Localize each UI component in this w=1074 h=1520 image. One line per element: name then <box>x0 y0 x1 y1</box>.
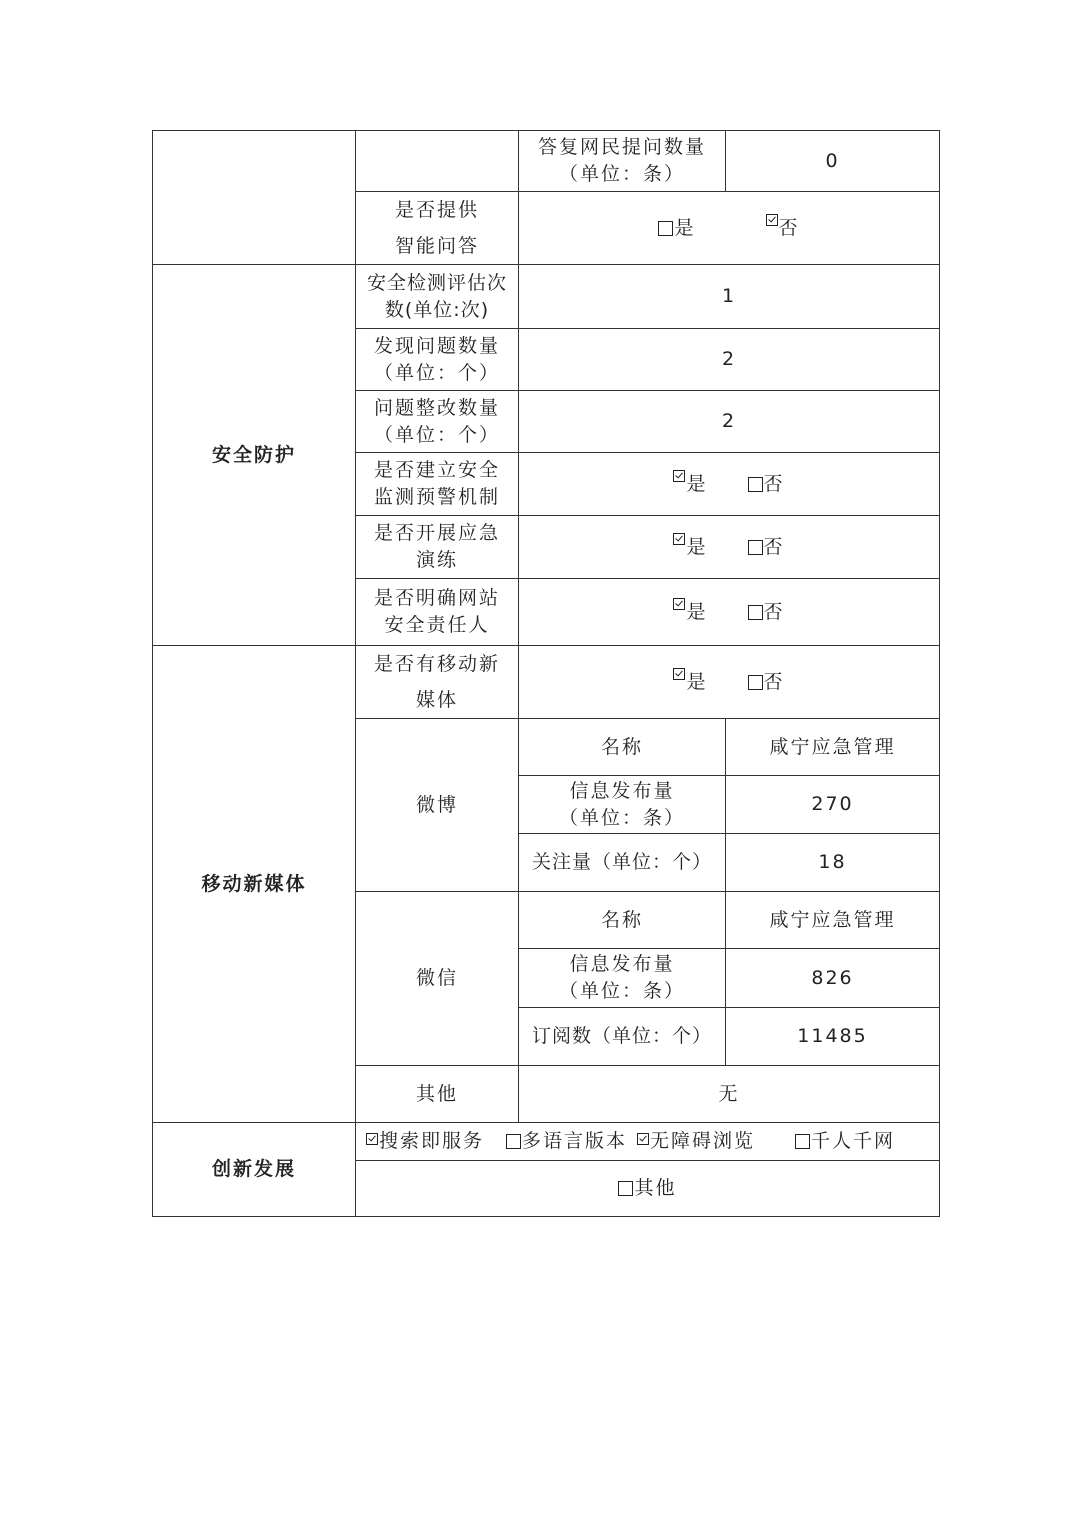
media-yes-option[interactable]: 是 <box>673 668 707 696</box>
wechat-posts-label: 信息发布量（单位：条） <box>519 949 726 1008</box>
innovation-option-accessible[interactable]: 无障碍浏览 <box>637 1128 755 1155</box>
weibo-label: 微博 <box>356 719 519 892</box>
weibo-posts-label: 信息发布量（单位：条） <box>519 776 726 834</box>
report-table <box>152 130 940 1217</box>
section-innovation-title: 创新发展 <box>153 1123 356 1217</box>
media-has-options <box>519 646 940 719</box>
checkbox-checked-icon[interactable] <box>673 533 685 545</box>
owner-yes-option[interactable]: 是 <box>673 598 707 626</box>
checkbox-unchecked-icon[interactable] <box>506 1134 521 1149</box>
owner-no-option[interactable]: 否 <box>748 599 785 626</box>
checkbox-unchecked-icon[interactable] <box>658 221 673 236</box>
security-drill-options <box>519 516 940 579</box>
security-assess-value: 1 <box>519 265 940 329</box>
wechat-posts-value: 826 <box>726 949 940 1008</box>
drill-no-option[interactable]: 否 <box>748 534 785 561</box>
empty-section-cell <box>153 131 356 265</box>
smart-qa-yes-option[interactable]: 是 <box>658 215 695 242</box>
innovation-option-other[interactable]: 其他 <box>618 1175 676 1202</box>
checkbox-unchecked-icon[interactable] <box>748 675 763 690</box>
security-monitor-options <box>519 453 940 516</box>
monitor-yes-option[interactable]: 是 <box>673 470 707 498</box>
wechat-name-value: 咸宁应急管理 <box>726 892 940 949</box>
reply-count-label: 答复网民提问数量（单位：条） <box>519 131 726 192</box>
innovation-other-cell <box>356 1161 940 1217</box>
weibo-follow-label: 关注量（单位：个） <box>519 834 726 892</box>
security-assess-label: 安全检测评估次数(单位:次) <box>356 265 519 329</box>
security-fixed-label: 问题整改数量（单位：个） <box>356 391 519 453</box>
weibo-name-label: 名称 <box>519 719 726 776</box>
innovation-option-multilang[interactable]: 多语言版本 <box>506 1128 627 1155</box>
security-owner-label: 是否明确网站安全责任人 <box>356 579 519 646</box>
checkbox-unchecked-icon[interactable] <box>618 1181 633 1196</box>
checkbox-unchecked-icon[interactable] <box>748 605 763 620</box>
weibo-follow-value: 18 <box>726 834 940 892</box>
section-media-title: 移动新媒体 <box>153 646 356 1123</box>
empty-label-cell <box>356 131 519 192</box>
reply-count-value: 0 <box>726 131 940 192</box>
checkbox-checked-icon[interactable] <box>637 1133 649 1145</box>
security-monitor-label: 是否建立安全监测预警机制 <box>356 453 519 516</box>
innovation-option-search[interactable]: 搜索即服务 <box>366 1128 484 1155</box>
security-fixed-value: 2 <box>519 391 940 453</box>
checkbox-checked-icon[interactable] <box>766 214 778 226</box>
media-has-label: 是否有移动新媒体 <box>356 646 519 719</box>
checkbox-unchecked-icon[interactable] <box>795 1134 810 1149</box>
drill-yes-option[interactable]: 是 <box>673 533 707 561</box>
checkbox-unchecked-icon[interactable] <box>748 477 763 492</box>
weibo-name-value: 咸宁应急管理 <box>726 719 940 776</box>
checkbox-checked-icon[interactable] <box>673 470 685 482</box>
security-found-label: 发现问题数量（单位：个） <box>356 329 519 391</box>
wechat-sub-label: 订阅数（单位：个） <box>519 1008 726 1066</box>
security-found-value: 2 <box>519 329 940 391</box>
security-owner-options <box>519 579 940 646</box>
monitor-no-option[interactable]: 否 <box>748 471 785 498</box>
section-security-title: 安全防护 <box>153 265 356 646</box>
checkbox-checked-icon[interactable] <box>673 668 685 680</box>
checkbox-checked-icon[interactable] <box>366 1133 378 1145</box>
media-no-option[interactable]: 否 <box>748 669 785 696</box>
checkbox-checked-icon[interactable] <box>673 598 685 610</box>
wechat-label: 微信 <box>356 892 519 1066</box>
wechat-name-label: 名称 <box>519 892 726 949</box>
checkbox-unchecked-icon[interactable] <box>748 540 763 555</box>
wechat-sub-value: 11485 <box>726 1008 940 1066</box>
media-other-value: 无 <box>519 1066 940 1123</box>
security-drill-label: 是否开展应急演练 <box>356 516 519 579</box>
innovation-option-personal[interactable]: 千人千网 <box>795 1128 895 1155</box>
innovation-options <box>356 1123 940 1161</box>
smart-qa-label: 是否提供智能问答 <box>356 192 519 265</box>
smart-qa-no-option[interactable]: 否 <box>766 214 800 242</box>
weibo-posts-value: 270 <box>726 776 940 834</box>
smart-qa-options <box>519 192 940 265</box>
media-other-label: 其他 <box>356 1066 519 1123</box>
